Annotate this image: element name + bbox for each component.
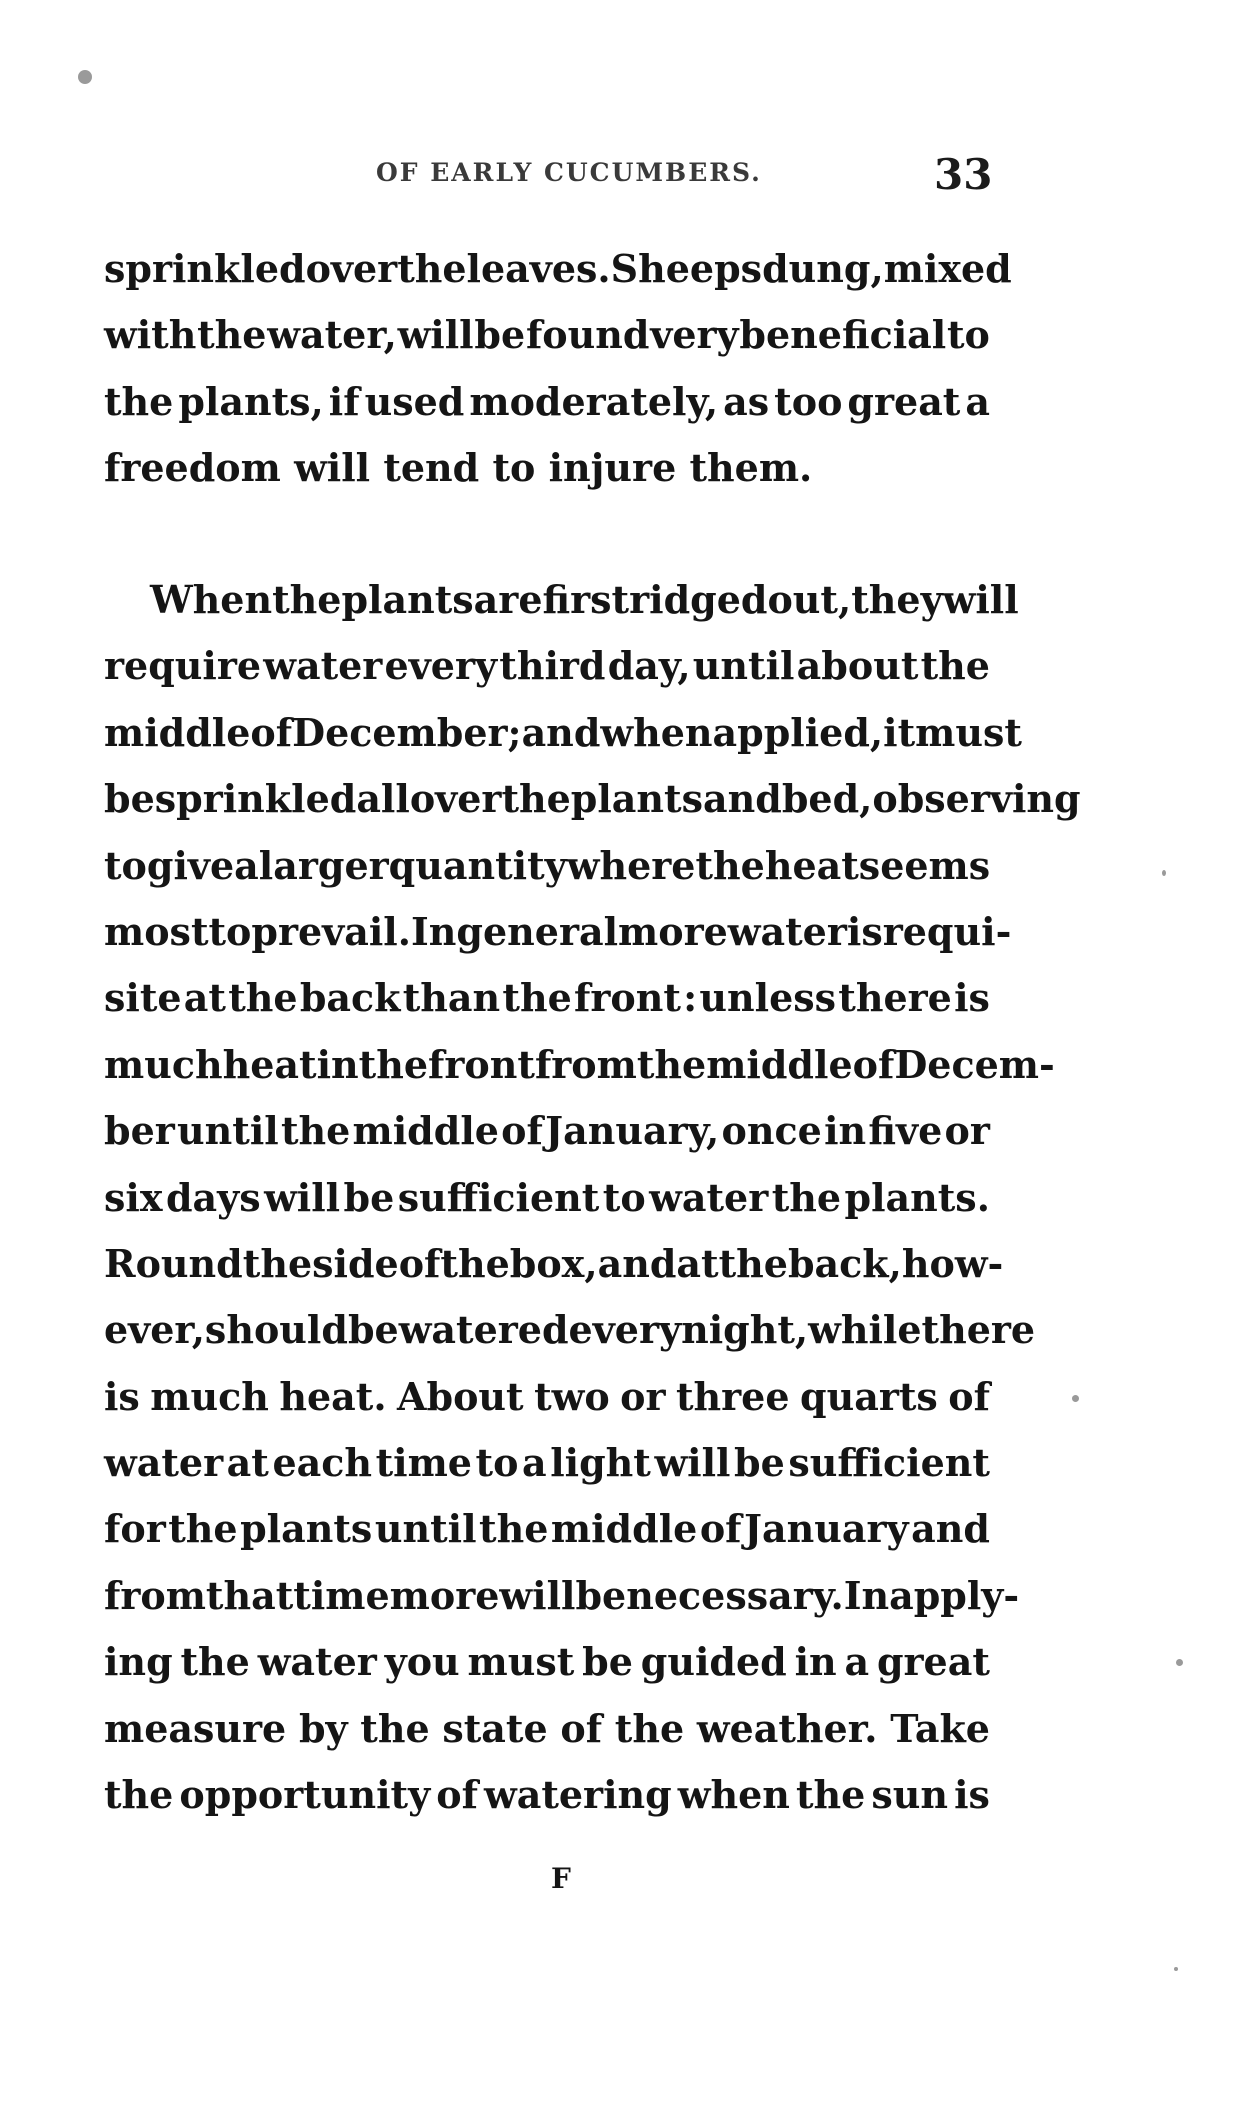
word: In (410, 908, 457, 954)
word: box, (509, 1240, 598, 1286)
word: days (165, 1174, 261, 1220)
word: require (104, 643, 262, 689)
word: every (568, 1307, 682, 1353)
word: the (397, 246, 467, 291)
word: ber (104, 1108, 175, 1154)
word: dung, (762, 246, 884, 291)
word: plants. (844, 1174, 990, 1220)
word: watered (398, 1307, 569, 1353)
word: you (384, 1639, 460, 1685)
word: January, (545, 1108, 720, 1154)
word: the (614, 1705, 685, 1751)
running-header: OF EARLY CUCUMBERS. (376, 158, 762, 187)
word: time (375, 1440, 472, 1486)
word: give (146, 842, 235, 888)
word: observing (872, 776, 1081, 822)
word: found (525, 312, 650, 358)
word: very (650, 312, 739, 358)
word: will (264, 1174, 341, 1220)
word: back (299, 975, 401, 1021)
word: of (560, 1705, 603, 1751)
word: once (721, 1108, 822, 1154)
word: the (695, 842, 765, 888)
word: is (954, 975, 990, 1021)
word: most (104, 908, 209, 954)
word: the (718, 1240, 788, 1286)
text-line (104, 236, 1012, 302)
word: too (774, 378, 843, 424)
word: watering (483, 1772, 672, 1818)
word: middle (352, 1108, 499, 1154)
word: with (104, 312, 197, 358)
word: water (257, 1639, 377, 1685)
text-line (104, 766, 1081, 832)
word: ing (104, 1639, 173, 1685)
word: and (703, 776, 782, 822)
word: be (734, 1440, 785, 1486)
word: three (675, 1373, 790, 1419)
word: night, (681, 1307, 809, 1353)
word: about (796, 643, 919, 689)
word: be (575, 1572, 627, 1618)
word: general (456, 908, 619, 954)
word: or (620, 1373, 666, 1419)
word: must (467, 1639, 575, 1685)
word: to (104, 842, 147, 888)
text-line (104, 1762, 990, 1828)
word: each (272, 1440, 373, 1486)
word: there (921, 1307, 1036, 1353)
word: the (440, 1240, 510, 1286)
word: opportunity (179, 1772, 431, 1818)
word: the (360, 1705, 430, 1751)
word: all (356, 776, 410, 822)
word: first (542, 577, 630, 622)
word: they (851, 577, 943, 622)
word: the (180, 1639, 250, 1685)
word: requi- (882, 908, 1012, 954)
word: is (846, 908, 883, 954)
word: plants, (178, 378, 324, 424)
word: prevail. (251, 908, 411, 954)
word: weather. (696, 1705, 878, 1751)
word: if (328, 378, 360, 424)
word: the (920, 643, 990, 689)
word: measure (104, 1705, 287, 1751)
word: is (954, 1772, 990, 1818)
text-line (104, 899, 1012, 965)
word: larger (258, 842, 389, 888)
word: guided (640, 1639, 787, 1685)
word: back, (787, 1240, 902, 1286)
word: site (104, 975, 182, 1021)
word: sufficient (788, 1440, 990, 1486)
word: the (501, 776, 571, 822)
text-line (104, 833, 990, 899)
word: About (397, 1373, 524, 1419)
text-line (104, 1165, 990, 1231)
word: much (104, 1041, 223, 1087)
text-line (104, 1032, 1055, 1098)
word: be (343, 1174, 395, 1220)
word: leaves. (466, 246, 611, 291)
word: of (699, 1506, 742, 1552)
word: where (566, 842, 696, 888)
word: there (838, 975, 952, 1021)
word: until (177, 1108, 279, 1154)
word: a (844, 1639, 870, 1685)
ink-speck (1072, 1395, 1079, 1402)
word: heat (222, 1041, 317, 1087)
word: will (397, 312, 474, 358)
word: from (534, 1041, 637, 1087)
word: In (843, 1572, 890, 1618)
paragraph-1 (104, 236, 1012, 502)
ink-speck (1174, 1967, 1178, 1971)
word: in (316, 1041, 359, 1087)
word: be (474, 312, 526, 358)
ink-speck (1162, 870, 1166, 876)
word: light (550, 1440, 651, 1486)
word: a (234, 842, 259, 888)
word: a (965, 378, 990, 424)
word: time (293, 1572, 390, 1618)
word: for (104, 1506, 166, 1552)
word: front (428, 1041, 535, 1087)
word: beneficial (739, 312, 947, 358)
word: bed, (781, 776, 873, 822)
word: be (582, 1639, 633, 1685)
word: than (402, 975, 501, 1021)
text-line (104, 1098, 990, 1164)
ink-speck (78, 70, 92, 84)
word: middle (706, 1041, 853, 1087)
text-line (104, 302, 990, 368)
word: Sheeps (610, 246, 763, 291)
word: to (946, 312, 990, 358)
word: day, (607, 643, 691, 689)
page-number: 33 (934, 150, 993, 199)
word: applied, (712, 709, 884, 755)
word: the (280, 1108, 351, 1154)
word: of (398, 1240, 441, 1286)
word: until (374, 1506, 477, 1552)
word: the (104, 1772, 174, 1818)
word: water (104, 1440, 224, 1486)
text-line (104, 1231, 1004, 1297)
word: of (250, 709, 293, 755)
word: at (676, 1240, 719, 1286)
word: the (771, 1174, 842, 1220)
word: and (521, 709, 601, 755)
word: to (208, 908, 252, 954)
word: be (104, 776, 155, 822)
word: sufficient (397, 1174, 600, 1220)
word: will (654, 1440, 731, 1486)
word: water (727, 908, 847, 954)
word: middle (104, 709, 251, 755)
word: while (808, 1307, 922, 1353)
word: at (183, 975, 226, 1021)
word: the (272, 577, 342, 622)
word: heat (764, 842, 859, 888)
word: state (442, 1705, 548, 1751)
word: the (502, 975, 572, 1021)
word: six (104, 1174, 163, 1220)
word: when (600, 709, 713, 755)
word: seems (858, 842, 991, 888)
text-line (104, 633, 990, 699)
word: more (618, 908, 728, 954)
word: more (389, 1572, 500, 1618)
word: heat. (279, 1373, 387, 1419)
word: over (305, 246, 398, 291)
word: ridged (629, 577, 768, 622)
word: in (794, 1639, 837, 1685)
signature-mark: F (551, 1862, 571, 1895)
word: is (104, 1373, 140, 1419)
text-line (104, 1496, 990, 1562)
word: quarts (800, 1373, 938, 1419)
word: water, (267, 312, 397, 358)
word: Decem- (894, 1041, 1055, 1087)
word: to (475, 1440, 519, 1486)
word: necessary. (626, 1572, 844, 1618)
word: the (228, 975, 298, 1021)
word: quantity (388, 842, 567, 888)
text-line (104, 1629, 990, 1695)
text-line (104, 1297, 1036, 1363)
word: and (911, 1506, 990, 1552)
word: in (824, 1108, 867, 1154)
word: the (197, 312, 267, 358)
word: of (436, 1772, 478, 1818)
text-line (104, 1696, 990, 1762)
word: ever, (104, 1307, 205, 1353)
word: unless (699, 975, 837, 1021)
word: a (522, 1440, 547, 1486)
word: January (744, 1506, 909, 1552)
text-line (104, 1430, 990, 1496)
word: the (795, 1772, 866, 1818)
text-line (104, 567, 1019, 633)
word: or (944, 1108, 990, 1154)
word: the (168, 1506, 238, 1552)
word: great (847, 378, 961, 424)
text-line (104, 1563, 1020, 1629)
word: the (479, 1506, 549, 1552)
word: from (104, 1572, 206, 1618)
word: two (534, 1373, 610, 1419)
word: middle (550, 1506, 698, 1552)
word: the (242, 1240, 313, 1286)
word: When (150, 577, 273, 622)
word: : (683, 975, 698, 1021)
text-line (104, 965, 990, 1031)
word: that (205, 1572, 294, 1618)
word: out, (767, 577, 852, 622)
text-line: freedom will tend to injure them. (104, 445, 813, 491)
word: Round (104, 1240, 243, 1286)
word: of (501, 1108, 543, 1154)
word: are (473, 577, 543, 622)
word: will (499, 1572, 576, 1618)
word: sprinkled (104, 246, 306, 291)
word: five (868, 1108, 943, 1154)
word: sprinkled (154, 776, 357, 822)
word: plants (240, 1506, 373, 1552)
word: side (312, 1240, 399, 1286)
word: the (636, 1041, 707, 1087)
word: used (364, 378, 465, 424)
word: mixed (883, 246, 1012, 291)
word: until (692, 643, 795, 689)
ink-speck (1176, 1659, 1183, 1666)
text-line (104, 700, 1022, 766)
word: and (597, 1240, 677, 1286)
text-line (104, 369, 990, 435)
word: will (942, 577, 1019, 622)
word: great (876, 1639, 990, 1685)
word: much (150, 1373, 269, 1419)
word: as (723, 378, 770, 424)
word: at (226, 1440, 269, 1486)
word: every (384, 643, 498, 689)
word: how- (901, 1240, 1004, 1286)
word: December (292, 709, 508, 755)
word: sun (871, 1772, 949, 1818)
word: when (677, 1772, 790, 1818)
word: it (883, 709, 916, 755)
word: must (915, 709, 1022, 755)
word: apply- (889, 1572, 1020, 1618)
word: plants (570, 776, 703, 822)
word: ; (507, 709, 522, 755)
word: be (347, 1307, 399, 1353)
word: of (948, 1373, 990, 1419)
paragraph-2 (104, 567, 1081, 1828)
word: front (573, 975, 681, 1021)
word: the (104, 378, 174, 424)
word: water (263, 643, 383, 689)
word: third (499, 643, 606, 689)
word: moderately, (469, 378, 719, 424)
word: should (204, 1307, 348, 1353)
word: of (852, 1041, 895, 1087)
word: water (649, 1174, 769, 1220)
text-line (104, 1364, 990, 1430)
word: the (358, 1041, 429, 1087)
word: over (409, 776, 502, 822)
word: plants (341, 577, 474, 622)
word: by (298, 1705, 348, 1751)
word: to (602, 1174, 646, 1220)
word: Take (890, 1705, 990, 1751)
